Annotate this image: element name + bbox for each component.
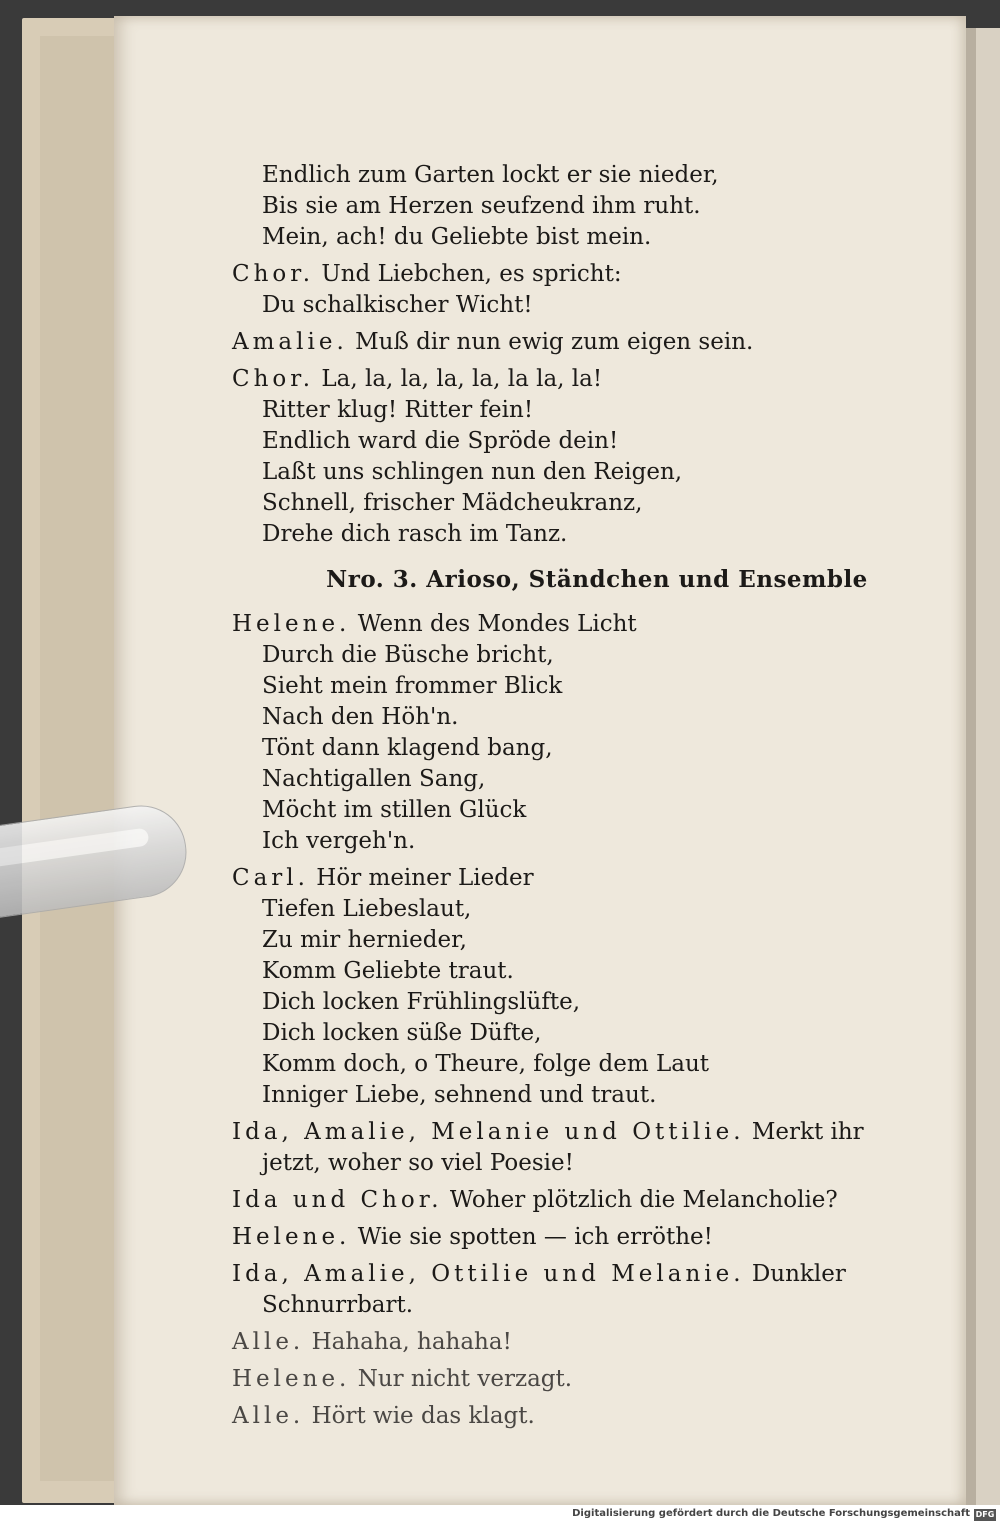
text-line: Laßt uns schlingen nun den Reigen, bbox=[262, 459, 683, 485]
spoken-text: Nur nicht verzagt. bbox=[357, 1366, 573, 1392]
text-line: Sieht mein frommer Blick bbox=[262, 673, 563, 699]
speaker-name: Carl. bbox=[232, 865, 309, 891]
text-line: Tönt dann klagend bang, bbox=[262, 735, 553, 761]
text-line: Schnell, frischer Mädcheukranz, bbox=[262, 490, 643, 516]
text-line bbox=[232, 863, 902, 894]
text-line: Endlich ward die Spröde dein! bbox=[262, 428, 619, 454]
text-line: Schnurrbart. bbox=[262, 1292, 414, 1318]
spoken-text: Woher plötzlich die Melancholie? bbox=[449, 1187, 838, 1213]
text-line bbox=[232, 327, 902, 358]
text-line bbox=[232, 364, 902, 395]
text-line: Ich vergeh'n. bbox=[262, 828, 416, 854]
text-line bbox=[232, 609, 902, 640]
text-line: Endlich zum Garten lockt er sie nieder, bbox=[262, 162, 719, 188]
text-line: Möcht im stillen Glück bbox=[262, 797, 527, 823]
text-line: Dich locken süße Düfte, bbox=[262, 1020, 542, 1046]
speaker-name: Helene. bbox=[232, 611, 351, 637]
text-line: Komm doch, o Theure, folge dem Laut bbox=[262, 1051, 710, 1077]
spoken-text: Hört wie das klagt. bbox=[311, 1403, 535, 1429]
text-line bbox=[232, 1117, 902, 1148]
page-text bbox=[232, 160, 902, 1432]
text-line bbox=[232, 1401, 902, 1432]
speaker-name: Chor. bbox=[232, 261, 315, 287]
funding-notice: Digitalisierung gefördert durch die Deutsche Forschungsgemeinschaft bbox=[572, 1508, 970, 1519]
clip-highlight bbox=[0, 827, 150, 871]
text-line: Tiefen Liebeslaut, bbox=[262, 896, 472, 922]
speaker-name: Helene. bbox=[232, 1366, 351, 1392]
text-line bbox=[232, 1222, 902, 1253]
binding-shadow bbox=[966, 28, 976, 1505]
speaker-name: Alle. bbox=[232, 1403, 305, 1429]
text-line: Bis sie am Herzen seufzend ihm ruht. bbox=[262, 193, 701, 219]
text-line: Dich locken Frühlingslüfte, bbox=[262, 989, 581, 1015]
spoken-text: Hör meiner Lieder bbox=[316, 865, 534, 891]
spoken-text: Muß dir nun ewig zum eigen sein. bbox=[355, 329, 754, 355]
footer-bar bbox=[0, 1505, 1000, 1526]
speaker-name: Amalie. bbox=[232, 329, 348, 355]
speaker-name: Ida, Amalie, Melanie und Ottilie. bbox=[232, 1119, 745, 1145]
speaker-name: Chor. bbox=[232, 366, 315, 392]
speaker-name: Alle. bbox=[232, 1329, 305, 1355]
spoken-text: Hahaha, hahaha! bbox=[311, 1329, 512, 1355]
text-line: Inniger Liebe, sehnend und traut. bbox=[262, 1082, 657, 1108]
text-line: Durch die Büsche bricht, bbox=[262, 642, 554, 668]
text-line: Ritter klug! Ritter fein! bbox=[262, 397, 534, 423]
spoken-text: La, la, la, la, la, la la, la! bbox=[321, 366, 603, 392]
text-line: jetzt, woher so viel Poesie! bbox=[262, 1150, 574, 1176]
section-heading: Nro. 3. Arioso, Ständchen und Ensemble bbox=[326, 566, 868, 593]
text-line: Nach den Höh'n. bbox=[262, 704, 459, 730]
spoken-text: Dunkler bbox=[751, 1261, 846, 1287]
text-line: Nachtigallen Sang, bbox=[262, 766, 486, 792]
text-line bbox=[232, 1327, 902, 1358]
spoken-text: Und Liebchen, es spricht: bbox=[321, 261, 622, 287]
text-line bbox=[232, 1259, 902, 1290]
text-line bbox=[232, 1364, 902, 1395]
text-line bbox=[232, 1185, 902, 1216]
speaker-name: Ida und Chor. bbox=[232, 1187, 443, 1213]
book-back-board-inner bbox=[40, 36, 120, 1481]
text-line: Zu mir hernieder, bbox=[262, 927, 467, 953]
spoken-text: Merkt ihr bbox=[751, 1119, 864, 1145]
text-line: Drehe dich rasch im Tanz. bbox=[262, 521, 568, 547]
spoken-text: Wie sie spotten — ich erröthe! bbox=[357, 1224, 713, 1250]
speaker-name: Helene. bbox=[232, 1224, 351, 1250]
text-line: Komm Geliebte traut. bbox=[262, 958, 514, 984]
text-line: Du schalkischer Wicht! bbox=[262, 292, 533, 318]
text-line: Mein, ach! du Geliebte bist mein. bbox=[262, 224, 652, 250]
speaker-name: Ida, Amalie, Ottilie und Melanie. bbox=[232, 1261, 745, 1287]
spoken-text: Wenn des Mondes Licht bbox=[357, 611, 637, 637]
text-line bbox=[232, 259, 902, 290]
dfg-logo: DFG bbox=[975, 1510, 995, 1519]
